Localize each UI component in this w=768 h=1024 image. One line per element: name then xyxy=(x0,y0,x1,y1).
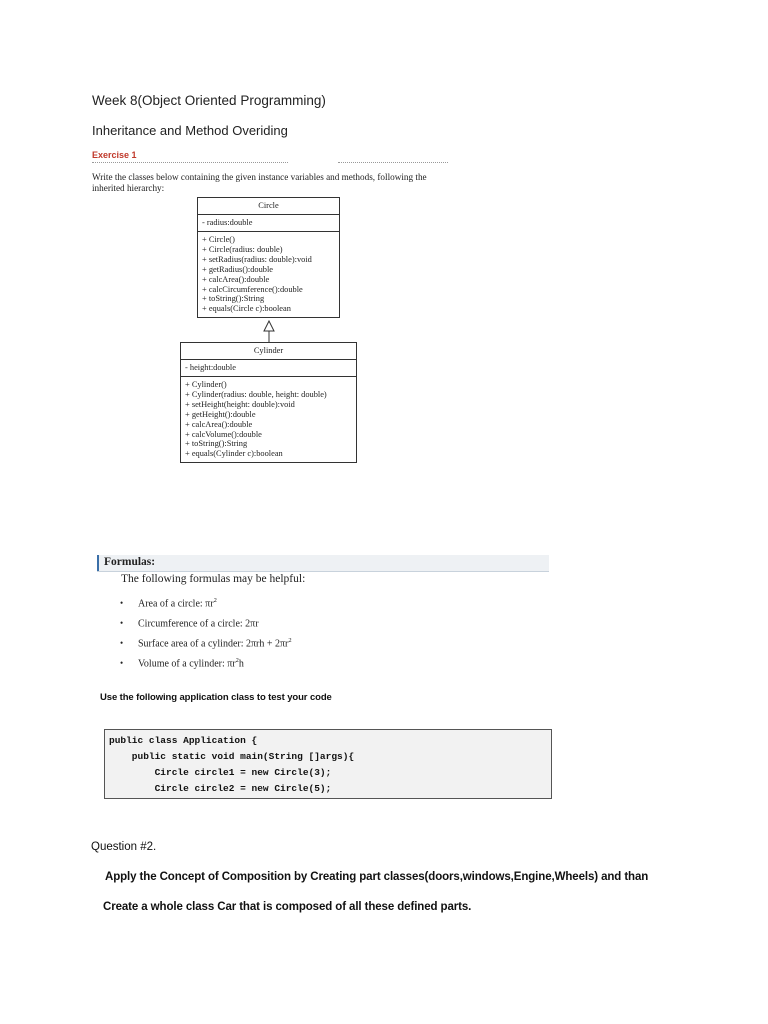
formula-text: Area of a circle: πr xyxy=(138,598,214,610)
uml-class-name: Cylinder xyxy=(181,343,356,360)
uml-method: + equals(Cylinder c):boolean xyxy=(185,449,283,459)
bullet-icon: • xyxy=(120,658,124,669)
formula-text: Circumference of a circle: 2πr xyxy=(138,618,259,630)
uml-method: + calcArea():double xyxy=(185,419,253,429)
uml-methods xyxy=(198,232,339,317)
uml-method: + Circle() xyxy=(202,235,235,244)
page-subheading: Inheritance and Method Overiding xyxy=(92,123,288,138)
uml-method: + Cylinder() xyxy=(185,380,227,389)
exercise-intro: Write the classes below containing the given instance variables and methods, following the inherited hierarchy: xyxy=(92,172,427,193)
uml-method: + getHeight():double xyxy=(185,409,256,419)
question-text-line1: Apply the Concept of Composition by Creating part classes(doors,windows,Engine,Wheels) and than xyxy=(105,871,649,883)
uml-class-circle xyxy=(197,197,340,318)
uml-method: + toString():String xyxy=(185,439,248,449)
question-title: Question #2. xyxy=(91,841,157,853)
formula-text: Volume of a cylinder: πr xyxy=(138,658,236,670)
uml-method: + getRadius():double xyxy=(202,264,274,274)
uml-attributes xyxy=(198,215,339,232)
code-block xyxy=(104,729,552,799)
uml-method: + toString():String xyxy=(202,294,265,304)
question-text-line2: Create a whole class Car that is composed of all these defined parts. xyxy=(103,901,472,913)
uml-attribute: - height:double xyxy=(185,363,236,372)
bullet-icon: • xyxy=(120,618,124,629)
formulas-header xyxy=(97,555,549,572)
exercise-title: Exercise 1 xyxy=(92,150,137,160)
code-line: Circle circle2 = new Circle(5); xyxy=(109,783,332,794)
uml-methods xyxy=(181,377,356,462)
inheritance-arrow-icon xyxy=(258,320,280,344)
code-line: Circle circle1 = new Circle(3); xyxy=(109,767,332,778)
uml-method: + equals(Circle c):boolean xyxy=(202,304,291,314)
formula-tail: h xyxy=(238,658,244,670)
formula-item xyxy=(120,597,217,609)
formula-superscript: 2 xyxy=(288,637,292,644)
code-line: public class Application { xyxy=(109,735,258,746)
uml-method: + calcVolume():double xyxy=(185,429,262,439)
uml-class-cylinder xyxy=(180,342,357,463)
uml-attributes xyxy=(181,360,356,377)
formulas-title: Formulas: xyxy=(104,556,156,568)
formula-item xyxy=(120,637,292,649)
exercise-divider-left xyxy=(92,162,288,163)
uml-method: + setRadius(radius: double):void xyxy=(202,254,312,264)
formula-superscript: 2 xyxy=(213,597,217,604)
bullet-icon: • xyxy=(120,638,124,649)
uml-method: + Circle(radius: double) xyxy=(202,244,283,254)
code-line: public static void main(String []args){ xyxy=(109,751,355,762)
uml-class-name: Circle xyxy=(198,198,339,215)
formula-text: Surface area of a cylinder: 2πrh + 2πr xyxy=(138,638,289,650)
uml-method: + calcCircumference():double xyxy=(202,284,303,294)
exercise-divider-right xyxy=(338,162,448,163)
formulas-accent-bar xyxy=(97,555,99,571)
uml-attribute: - radius:double xyxy=(202,218,253,227)
formula-item xyxy=(120,617,259,629)
bullet-icon: • xyxy=(120,598,124,609)
formula-item xyxy=(120,657,244,669)
uml-method: + Cylinder(radius: double, height: double) xyxy=(185,389,327,399)
formula-superscript: 2 xyxy=(235,657,239,664)
page-heading: Week 8(Object Oriented Programming) xyxy=(92,93,326,108)
uml-method: + setHeight(height: double):void xyxy=(185,399,295,409)
application-note: Use the following application class to test your code xyxy=(100,692,332,703)
formulas-intro: The following formulas may be helpful: xyxy=(121,573,306,585)
uml-method: + calcArea():double xyxy=(202,274,270,284)
